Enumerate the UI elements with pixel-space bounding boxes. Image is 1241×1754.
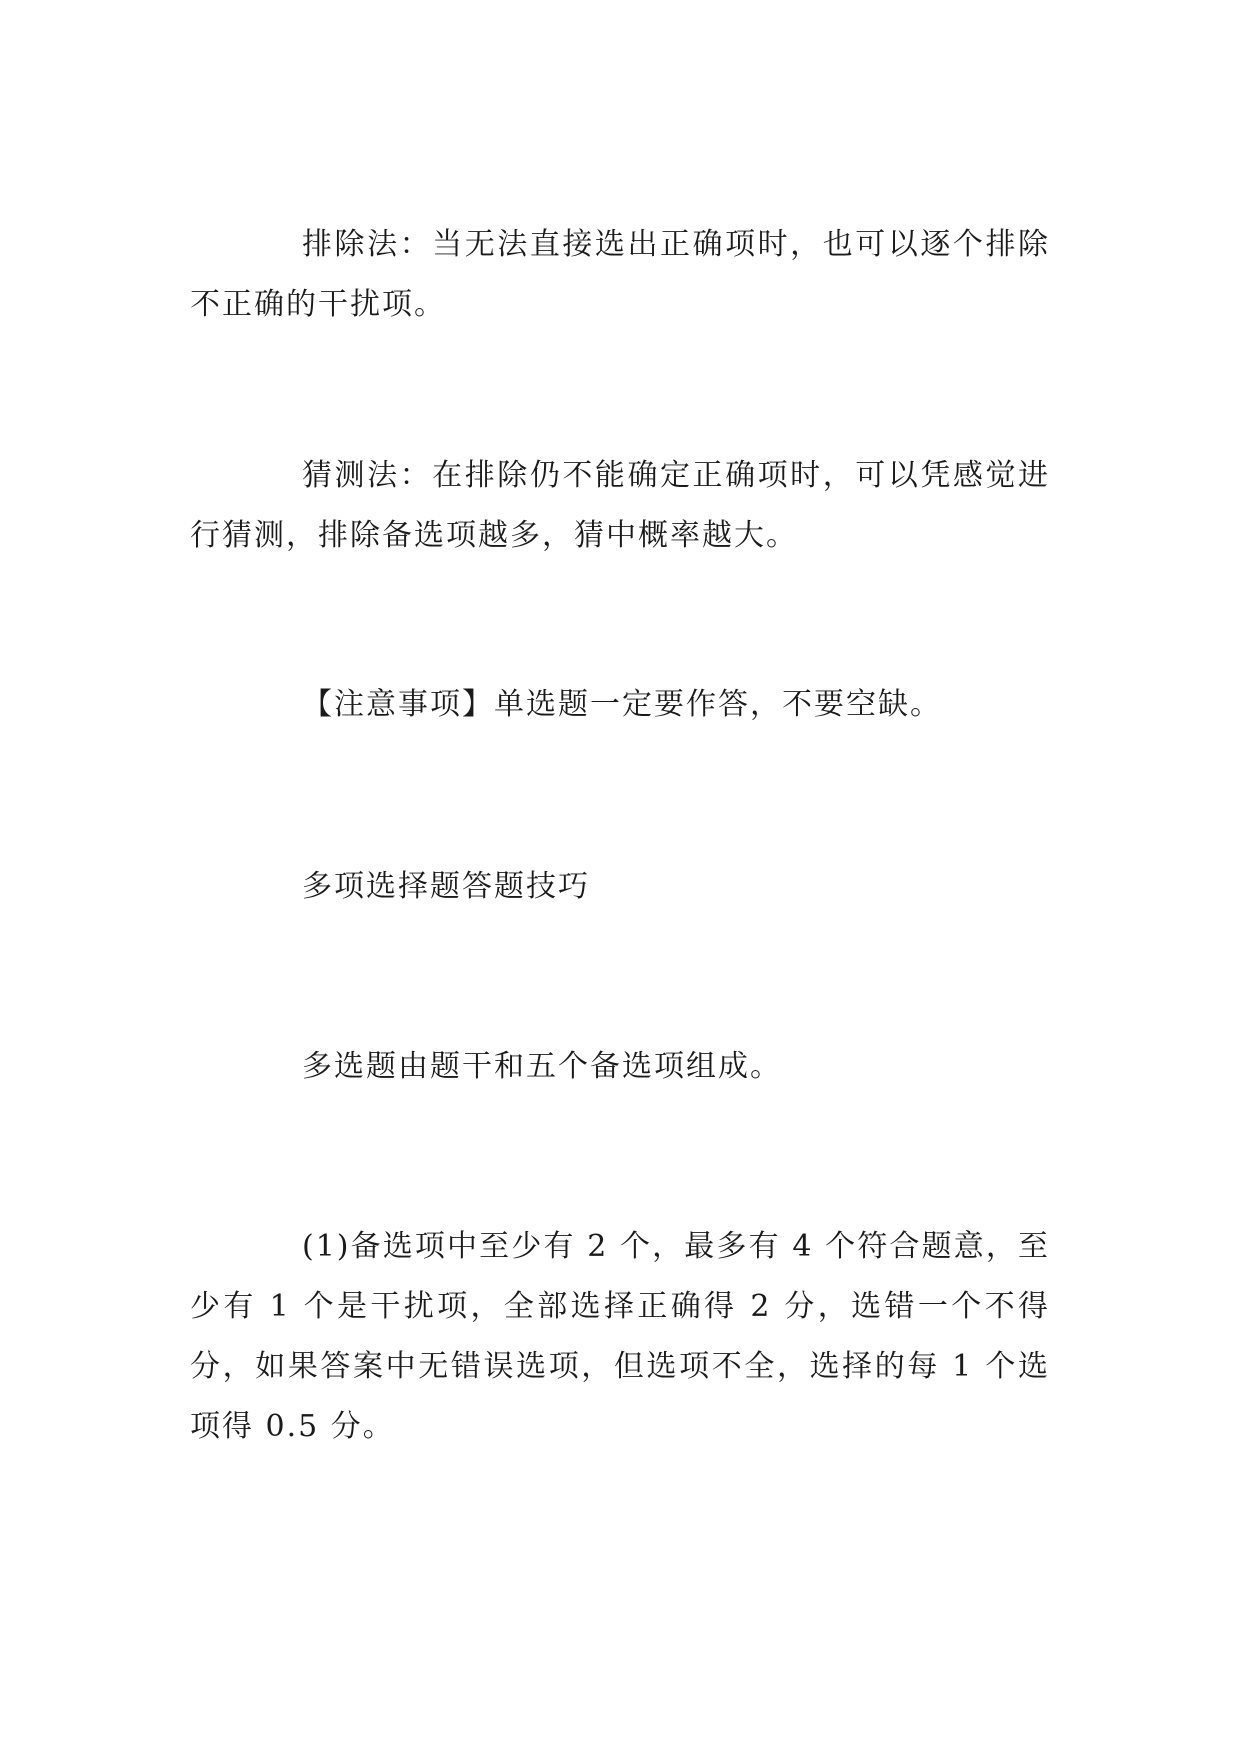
paragraph-guessing-method: 猜测法：在排除仍不能确定正确项时，可以凭感觉进行猜测，排除备选项越多，猜中概率越大。 (190, 458, 1050, 553)
paragraph-elimination-method: 排除法：当无法直接选出正确项时，也可以逐个排除不正确的干扰项。 (190, 227, 1050, 322)
paragraph-multiple-choice-composition: 多选题由题干和五个备选项组成。 (302, 1049, 782, 1084)
section-heading-multiple-choice-tips: 多项选择题答题技巧 (302, 869, 590, 904)
paragraph-scoring-rules: (1)备选项中至少有 2 个，最多有 4 个符合题意，至少有 1 个是干扰项，全部选择正确得 2 分，选错一个不得分，如果答案中无错误选项，但选项不全，选择的每 1 个选项得 0.5 分。 (190, 1229, 1050, 1444)
paragraph-notes: 【注意事项】单选题一定要作答，不要空缺。 (302, 687, 942, 722)
